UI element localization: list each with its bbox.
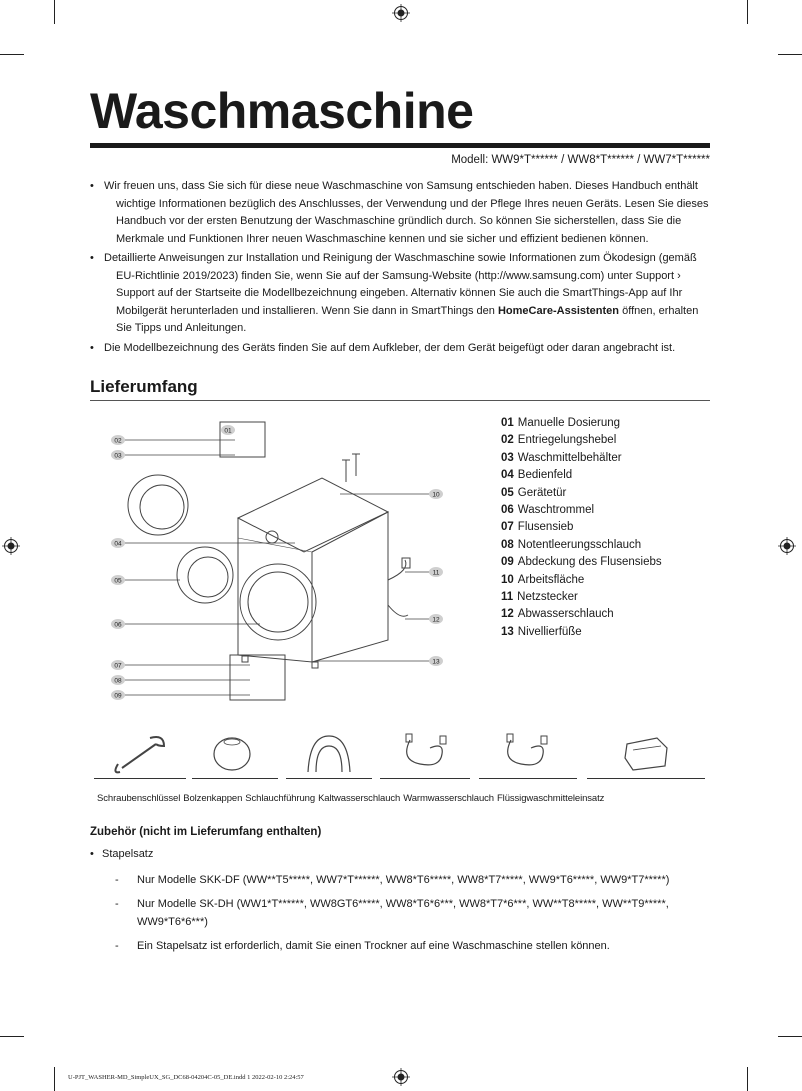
crop-mark [54,0,55,24]
accessory-label: Warmwasserschlauch [403,793,494,804]
callout-13 [429,656,443,666]
crop-mark [0,1036,24,1037]
optional-item-label: Stapelsatz [102,848,154,860]
crop-mark [747,0,748,24]
svg-text:03: 03 [114,452,122,460]
bolt-cap-icon [192,730,278,778]
hose-guide-icon [286,730,372,778]
bullet-text: Detaillierte Anweisungen zur Installation und Reinigung der Waschmaschine sowie Informationen zum Ökodesign (gemäß EU-Richtlinie 2019/2023) finden Sie, wenn Sie auf der Samsung-Website (http://www.samsung.com) unter Support › Support auf der Startseite die Modellbezeichnung eingeben. Alternativ können Sie auch die SmartThings-App auf Ihr Mobilgerät herunterladen und installieren. Wenn Sie dann in SmartThings den [104,252,697,317]
bullet-icon: • [90,848,94,860]
legend-item: 10 Arbeitsfläche [501,573,585,586]
intro-bullets [90,178,712,359]
legend-item: 03 Waschmittelbehälter [501,451,622,464]
svg-text:05: 05 [114,577,122,585]
legend-item: 11 Netzstecker [501,591,578,604]
optional-accessories-list [90,846,697,961]
callout-07 [111,660,125,670]
optional-note: - Nur Modelle SKK-DF (WW**T5*****, WW7*T******, WW8*T6*****, WW8*T7*****, WW9*T6*****, WW9*T7*****) [115,874,670,886]
svg-text:09: 09 [114,692,122,700]
accessory-bolt-caps [192,730,278,782]
legend-item: 01 Manuelle Dosierung [501,417,621,429]
legend-item: 04 Bedienfeld [501,469,573,482]
optional-notes [90,871,697,955]
optional-item [90,846,697,955]
svg-text:10: 10 [432,491,440,499]
legend-item: 12 Abwasserschlauch [501,608,614,621]
callout-05 [111,575,125,585]
optional-accessories-title: Zubehör (nicht im Lieferumfang enthalten) [90,826,322,838]
accessories-row [94,730,706,782]
section-rule [90,400,710,401]
svg-text:11: 11 [432,569,440,577]
print-footer: U-PJT_WASHER-MD_SimpleUX_SG_DC68-04204C-05_DE.indd 1 2022-02-10 2:24:57 [68,1074,304,1081]
accessory-liquid-detergent-insert [587,730,705,782]
washing-machine-illustration [90,410,490,710]
intro-bullet [90,340,712,358]
section-title: Lieferumfang [90,377,198,396]
optional-note: - Nur Modelle SK-DH (WW1*T******, WW8GT6*****, WW8*T6*6***, WW8*T7*6***, WW**T8*****, WW**T9*****, WW9*T6*6***) [115,898,669,928]
svg-text:08: 08 [114,677,122,685]
title-rule [90,143,710,148]
accessory-hot-water-hose [479,730,577,782]
optional-note: - Ein Stapelsatz ist erforderlich, damit Sie einen Trockner auf eine Waschmaschine stellen können. [115,940,610,952]
accessory-label: Schlauchführung [245,793,316,804]
registration-mark-icon [392,4,410,22]
crop-mark [54,1067,55,1091]
callout-10 [429,489,443,499]
wrench-icon [94,730,186,778]
svg-text:04: 04 [114,540,122,548]
liquid-detergent-insert-icon [587,730,705,778]
accessory-label: Flüssigwaschmitteleinsatz [496,793,605,804]
callout-04 [111,538,125,548]
accessory-label: Bolzenkappen [183,793,243,804]
accessory-wrench [94,730,186,782]
callout-02 [111,435,125,445]
legend-item: 02 Entriegelungshebel [501,434,617,447]
page-title: Waschmaschine [90,83,474,139]
accessory-labels [97,793,607,804]
intro-bullet [90,178,712,248]
bullet-text: Die Modellbezeichnung des Geräts finden Sie auf dem Aufkleber, der dem Gerät beigefügt oder daran angebracht ist. [104,341,676,354]
bullet-text-tail: öffnen, erhalten Sie Tipps und Anleitungen. [116,304,699,334]
accessory-hose-guide [286,730,372,782]
svg-text:01: 01 [224,427,232,435]
crop-mark [778,1036,802,1037]
bullet-icon: • [90,341,94,354]
registration-mark-icon [2,537,20,555]
cold-water-hose-icon [380,730,470,778]
svg-text:02: 02 [114,437,122,445]
crop-mark [0,54,24,55]
bullet-bold-text: HomeCare-Assistenten [497,304,620,317]
filter-detail [230,655,285,700]
legend-item: 05 Gerätetür [501,486,567,499]
svg-text:07: 07 [114,662,122,670]
bullet-text: Wir freuen uns, dass Sie sich für diese neue Waschmaschine von Samsung entschieden haben. Dieses Handbuch enthält wichtige Informationen bezüglich des Anschlusses, der Verwendung und der Pflege Ihres neuen Geräts. Lesen Sie dieses Handbuch vor der ersten Benutzung der Waschmaschine gründlich durch. So können Sie sicherstellen, dass Sie die Merkmale und Funktionen Ihrer neuen Waschmaschine kennen und sie sicher und effizient bedienen können. [104,180,709,245]
svg-text:06: 06 [114,621,122,629]
intro-bullet [90,250,712,338]
callout-01 [221,425,235,435]
callout-03 [111,450,125,460]
callout-12 [429,614,443,624]
crop-mark [747,1067,748,1091]
callout-06 [111,619,125,629]
legend-item: 07 Flusensieb [501,521,574,534]
registration-mark-icon [778,537,796,555]
legend-item: 06 Waschtrommel [501,504,595,517]
bullet-icon: • [90,180,94,192]
callout-11 [429,567,443,577]
hot-water-hose-icon [479,730,577,778]
accessory-label: Schraubenschlüssel [97,793,181,804]
accessory-label: Kaltwasserschlauch [318,793,401,804]
bullet-icon: • [90,252,94,264]
legend-item: 09 Abdeckung des Flusensiebs [501,556,662,569]
model-line: Modell: WW9*T****** / WW8*T****** / WW7*T****** [451,154,710,166]
crop-mark [778,54,802,55]
registration-mark-icon [392,1068,410,1086]
callout-08 [111,675,125,685]
svg-text:12: 12 [432,616,440,624]
svg-text:13: 13 [432,658,440,666]
legend-item: 08 Notentleerungsschlauch [501,538,642,551]
legend-item: 13 Nivellierfüße [501,625,582,638]
parts-legend [501,415,662,641]
callout-09 [111,690,125,700]
accessory-cold-water-hose [380,730,470,782]
